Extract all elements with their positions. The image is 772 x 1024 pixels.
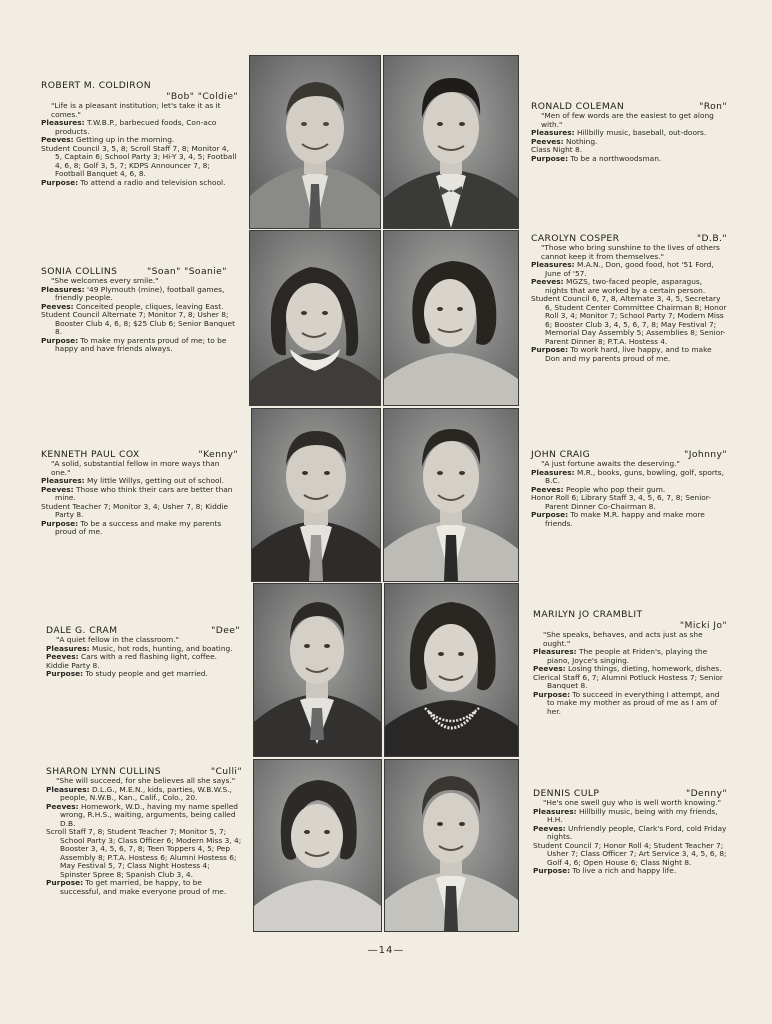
purpose-label: Purpose: bbox=[533, 866, 571, 875]
pleasures-text: M.A.N., Don, good food, hot '51 Ford, June of '57. bbox=[545, 260, 714, 278]
peeves-label: Peeves: bbox=[531, 484, 564, 494]
student-name-line bbox=[533, 788, 727, 799]
activities-text: Student Council 6, 7, 8, Alternate 3, 4, 5, Secretary 6, Student Center Committee Chairman 8; Honor Roll 3, 4; Monitor 7; School Party 7; Modern Miss 6; Booster Club 3, 4, 5, 6, 7, 8; May Festival 7; Memorial Day Assembly 5; Assemblies 8; Senior-Parent Dinner 8; P.T.A. Hostess 4. bbox=[531, 294, 727, 346]
student-nickname: "Culli" bbox=[210, 766, 242, 777]
student-portrait-cosper bbox=[383, 230, 519, 406]
student-entry bbox=[46, 625, 240, 679]
student-nickname: "Kenny" bbox=[198, 449, 238, 460]
student-quote: "She speaks, behaves, and acts just as she ought." bbox=[543, 630, 703, 648]
student-name-line bbox=[41, 80, 238, 91]
student-quote: "Men of few words are the easiest to get along with." bbox=[541, 111, 714, 129]
peeves-label: Peeves: bbox=[46, 652, 79, 661]
student-nickname: "D.B." bbox=[696, 233, 727, 244]
purpose-text: To succeed in everything I attempt, and to make my mother as proud of me as I am of her. bbox=[547, 689, 720, 716]
activities-text: Student Teacher 7; Monitor 3, 4; Usher 7, 8; Kiddie Party 8. bbox=[41, 501, 229, 519]
student-quote: "She welcomes every smile." bbox=[51, 276, 159, 285]
pleasures-label: Pleasures: bbox=[41, 476, 85, 485]
pleasures-line bbox=[531, 469, 727, 486]
peeves-text: People who pop their gum. bbox=[566, 484, 666, 494]
pleasures-label: Pleasures: bbox=[46, 643, 90, 653]
student-name: MARILYN JO CRAMBLIT bbox=[533, 609, 643, 620]
pleasures-line bbox=[533, 648, 727, 665]
purpose-line bbox=[41, 520, 238, 537]
peeves-text: MGZS, two-faced people, asparagus, nights that are worked by a certain person. bbox=[545, 277, 706, 295]
student-entry bbox=[533, 609, 727, 716]
peeves-label: Peeves: bbox=[533, 823, 566, 833]
student-quote: "She will succeed, for she believes all she says." bbox=[56, 776, 236, 785]
peeves-label: Peeves: bbox=[533, 664, 566, 673]
pleasures-line bbox=[533, 808, 727, 825]
student-name-line bbox=[531, 233, 727, 244]
activities-text: Honor Roll 6; Library Staff 3, 4, 5, 6, 7, 8; Senior-Parent Dinner Co-Chairman 8. bbox=[531, 493, 712, 511]
purpose-label: Purpose: bbox=[41, 518, 79, 528]
pleasures-line bbox=[531, 261, 727, 278]
student-quote: "Those who bring sunshine to the lives of others cannot keep it from themselves." bbox=[541, 243, 720, 261]
student-quote: "A quiet fellow in the classroom." bbox=[56, 635, 179, 644]
student-nickname: "Denny" bbox=[685, 788, 727, 799]
student-nickname: "Soan" "Soanie" bbox=[147, 266, 227, 277]
purpose-text: To work hard, live happy, and to make Don and my parents proud of me. bbox=[545, 345, 712, 363]
peeves-text: Those who think their cars are better than mine. bbox=[55, 484, 233, 502]
pleasures-text: M.R., books, guns, bowling, golf, sports, B.C. bbox=[545, 467, 725, 485]
student-name-line bbox=[533, 609, 727, 620]
purpose-label: Purpose: bbox=[531, 510, 569, 519]
purpose-text: To be a success and make my parents proud of me. bbox=[55, 518, 222, 536]
activities-text: Student Council 7; Honor Roll 4; Student Teacher 7; Usher 7; Class Officer 7; Art Service 3, 4, 5, 6, 8; Golf 4, 6; Open House 6; Class Night 8. bbox=[533, 840, 727, 867]
peeves-line bbox=[46, 803, 242, 829]
student-name-line bbox=[46, 766, 242, 777]
student-entry bbox=[46, 766, 242, 896]
peeves-text: Unfriendly people, Clark's Ford, cold Friday nights. bbox=[547, 823, 727, 841]
pleasures-label: Pleasures: bbox=[533, 647, 577, 656]
student-name-line bbox=[531, 101, 727, 112]
purpose-label: Purpose: bbox=[531, 345, 569, 354]
student-name: JOHN CRAIG bbox=[531, 449, 591, 460]
purpose-label: Purpose: bbox=[41, 335, 79, 345]
student-portrait-craig bbox=[383, 408, 519, 582]
pleasures-text: T.W.B.P., barbecued foods, Con-aco products. bbox=[55, 118, 217, 136]
student-name-line bbox=[41, 449, 238, 460]
student-portrait-cram bbox=[253, 583, 382, 757]
student-entry bbox=[533, 788, 727, 876]
peeves-label: Peeves: bbox=[531, 136, 564, 146]
purpose-line bbox=[533, 691, 727, 717]
pleasures-label: Pleasures: bbox=[533, 806, 577, 816]
student-portrait-cramblit bbox=[384, 583, 519, 757]
pleasures-label: Pleasures: bbox=[41, 284, 85, 294]
student-entry bbox=[41, 449, 238, 537]
purpose-label: Purpose: bbox=[41, 177, 79, 187]
student-portrait-cullins bbox=[253, 759, 382, 932]
pleasures-text: Hillbilly music, baseball, out-doors. bbox=[576, 128, 707, 137]
pleasures-label: Pleasures: bbox=[531, 260, 575, 269]
student-portrait-coleman bbox=[383, 55, 519, 229]
purpose-line bbox=[46, 670, 240, 679]
purpose-line bbox=[531, 511, 727, 528]
student-entry bbox=[531, 101, 727, 163]
pleasures-text: D.L.G., M.E.N., kids, parties, W.B.W.S., people, N.W.B., Kan., Calif., Colo., 20. bbox=[60, 784, 232, 802]
student-name-line bbox=[46, 625, 240, 636]
pleasures-label: Pleasures: bbox=[46, 784, 90, 794]
peeves-label: Peeves: bbox=[41, 484, 74, 494]
student-entry bbox=[531, 233, 727, 363]
student-name: ROBERT M. COLDIRON bbox=[41, 80, 151, 91]
student-name: RONALD COLEMAN bbox=[531, 101, 625, 112]
student-quote: "A solid, substantial fellow in more ways than one." bbox=[51, 459, 220, 477]
student-entry bbox=[531, 449, 727, 528]
pleasures-line bbox=[41, 119, 238, 136]
pleasures-label: Pleasures: bbox=[531, 128, 575, 137]
student-name: KENNETH PAUL COX bbox=[41, 449, 140, 460]
student-quote: "A just fortune awaits the deserving." bbox=[541, 459, 680, 468]
purpose-text: To live a rich and happy life. bbox=[572, 866, 677, 875]
student-quote: "Life is a pleasant institution; let's take it as it comes." bbox=[51, 101, 221, 119]
purpose-line bbox=[46, 879, 242, 896]
student-name-line bbox=[41, 266, 238, 277]
pleasures-label: Pleasures: bbox=[531, 467, 575, 477]
purpose-line bbox=[41, 179, 238, 188]
peeves-text: Getting up in the morning. bbox=[76, 135, 175, 144]
student-name: DALE G. CRAM bbox=[46, 625, 118, 636]
pleasures-text: Hillbilly music, being with my friends, H.H. bbox=[547, 806, 718, 824]
peeves-line bbox=[531, 278, 727, 295]
student-portrait-culp bbox=[384, 759, 519, 932]
purpose-label: Purpose: bbox=[533, 689, 571, 699]
student-name-line bbox=[531, 449, 727, 460]
student-portrait-cox bbox=[251, 408, 381, 582]
purpose-text: To attend a radio and television school. bbox=[80, 177, 226, 187]
peeves-label: Peeves: bbox=[41, 301, 74, 311]
student-nickname: "Ron" bbox=[699, 101, 727, 112]
purpose-line bbox=[531, 346, 727, 363]
peeves-line bbox=[41, 486, 238, 503]
activities-text: Class Night 8. bbox=[531, 145, 583, 154]
student-name: SONIA COLLINS bbox=[41, 266, 118, 277]
student-entry bbox=[41, 266, 238, 354]
peeves-text: Conceited people, cliques, leaving East. bbox=[76, 301, 224, 311]
purpose-text: To make M.R. happy and make more friends. bbox=[545, 510, 705, 528]
activities-text: Kiddie Party 8. bbox=[46, 660, 100, 670]
purpose-label: Purpose: bbox=[46, 669, 84, 678]
pleasures-text: '49 Plymouth (mine), football games, friendly people. bbox=[55, 284, 225, 302]
student-portrait-coldiron bbox=[249, 55, 381, 229]
peeves-text: Losing things, dieting, homework, dishes. bbox=[568, 664, 722, 673]
student-nickname: "Bob" "Coldie" bbox=[166, 91, 238, 102]
page-number: —14— bbox=[367, 945, 405, 956]
purpose-label: Purpose: bbox=[46, 878, 84, 887]
peeves-label: Peeves: bbox=[41, 135, 74, 144]
pleasures-line bbox=[41, 286, 238, 303]
peeves-text: Cars with a red flashing light, coffee. bbox=[81, 652, 217, 661]
student-nickname: "Johnny" bbox=[684, 449, 727, 460]
activities-text: Scroll Staff 7, 8; Student Teacher 7; Monitor 5, 7; School Party 3; Class Officer 6; Modern Miss 3, 4; Booster 3, 4, 5, 6, 7, 8; Teen Toppers 4, 5; Pep Assembly 8; P.T.A. Hostess 6; Alumni Hostess 6; May Festival 5, 7; Class Night Hostess 4; Spinster Spree 8; Spanish Club 3, 4. bbox=[46, 827, 242, 879]
peeves-label: Peeves: bbox=[531, 277, 564, 286]
student-name: SHARON LYNN CULLINS bbox=[46, 766, 161, 777]
purpose-line bbox=[531, 155, 727, 164]
pleasures-line bbox=[46, 786, 242, 803]
student-portrait-collins bbox=[249, 230, 381, 406]
purpose-line bbox=[533, 867, 727, 876]
peeves-text: Nothing. bbox=[566, 136, 598, 146]
student-nickname: "Dee" bbox=[211, 625, 240, 636]
student-nickname: "Micki Jo" bbox=[679, 620, 727, 631]
pleasures-text: My little Willys, getting out of school. bbox=[86, 476, 224, 485]
purpose-line bbox=[41, 337, 238, 354]
activities-text: Student Council 3, 5, 8; Scroll Staff 7, 8; Monitor 4, 5, Captain 6; School Party 3; Hi-Y 3, 4, 5; Football 4, 6, 8; Golf 3, 5, 7; KDPS Announcer 7, 8; Football Banquet 4, 6, 8. bbox=[41, 143, 237, 178]
activities-text: Clerical Staff 6, 7; Alumni Potluck Hostess 7; Senior Banquet 8. bbox=[533, 672, 723, 690]
student-entry bbox=[41, 80, 238, 187]
purpose-label: Purpose: bbox=[531, 153, 569, 163]
pleasures-text: Music, hot rods, hunting, and boating. bbox=[91, 643, 233, 653]
purpose-text: To get married, be happy, to be successful, and make everyone proud of me. bbox=[60, 878, 227, 896]
purpose-text: To study people and get married. bbox=[85, 669, 208, 678]
peeves-label: Peeves: bbox=[46, 801, 79, 811]
student-quote: "He's one swell guy who is well worth knowing." bbox=[543, 798, 721, 807]
peeves-text: Homework, W.D., having my name spelled wrong, R.H.S., waiting, arguments, being called D.B. bbox=[60, 801, 238, 828]
student-name: CAROLYN COSPER bbox=[531, 233, 620, 244]
peeves-line bbox=[533, 825, 727, 842]
activities-text: Student Council Alternate 7; Monitor 7, 8; Usher 8; Booster Club 4, 6, 8; $25 Club 6; Senior Banquet 8. bbox=[41, 310, 236, 336]
pleasures-text: The people at Friden's, playing the piano, Joyce's singing. bbox=[547, 647, 708, 665]
purpose-text: To make my parents proud of me; to be happy and have friends always. bbox=[55, 335, 227, 353]
pleasures-label: Pleasures: bbox=[41, 118, 85, 127]
student-name: DENNIS CULP bbox=[533, 788, 600, 799]
purpose-text: To be a northwoodsman. bbox=[570, 153, 662, 163]
